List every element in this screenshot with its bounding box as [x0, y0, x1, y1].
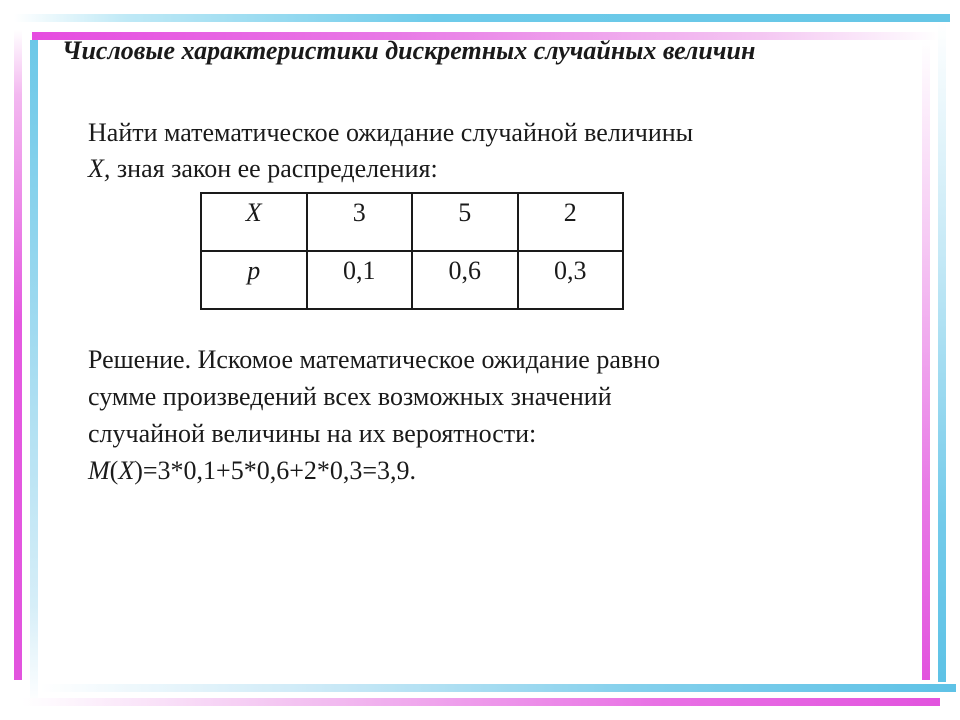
solution-text — [88, 341, 868, 489]
formula-x: X — [118, 456, 135, 485]
table-row-values — [201, 193, 623, 251]
task-statement — [88, 115, 868, 187]
solution-formula — [88, 452, 868, 489]
frame-left-cyan-bar — [30, 40, 38, 705]
task-line-2 — [88, 151, 868, 187]
formula-m: M — [88, 456, 110, 485]
table-row-probabilities — [201, 251, 623, 309]
formula-paren: ( — [109, 456, 119, 485]
frame-left-magenta-bar — [14, 30, 22, 680]
slide-title: Числовые характеристики дискретных случайных величин — [62, 36, 756, 65]
table-cell: 0,6 — [412, 251, 518, 309]
frame-right-cyan-bar — [938, 22, 946, 682]
task-line-2-text: зная закон ее распределения: — [110, 154, 438, 183]
task-variable: X, — [88, 154, 111, 183]
table-cell: 0,3 — [518, 251, 624, 309]
frame-right-magenta-bar — [922, 40, 930, 680]
table-cell: 2 — [518, 193, 624, 251]
table-cell: 0,1 — [307, 251, 413, 309]
solution-line-1: Решение. Искомое математическое ожидание равно — [88, 345, 661, 374]
distribution-table — [200, 192, 624, 310]
frame-top-cyan-bar — [14, 14, 950, 22]
row-label-x: X — [201, 193, 307, 251]
table-cell: 3 — [307, 193, 413, 251]
table-cell: 5 — [412, 193, 518, 251]
solution-line-2: сумме произведений всех возможных значений — [88, 382, 612, 411]
frame-bottom-cyan-bar — [40, 684, 956, 692]
frame-bottom-magenta-bar — [22, 698, 940, 706]
task-line-1: Найти математическое ожидание случайной величины — [88, 118, 694, 147]
row-label-p: p — [201, 251, 307, 309]
formula-rest: )=3*0,1+5*0,6+2*0,3=3,9. — [134, 456, 417, 485]
solution-line-3: случайной величины на их вероятности: — [88, 419, 537, 448]
